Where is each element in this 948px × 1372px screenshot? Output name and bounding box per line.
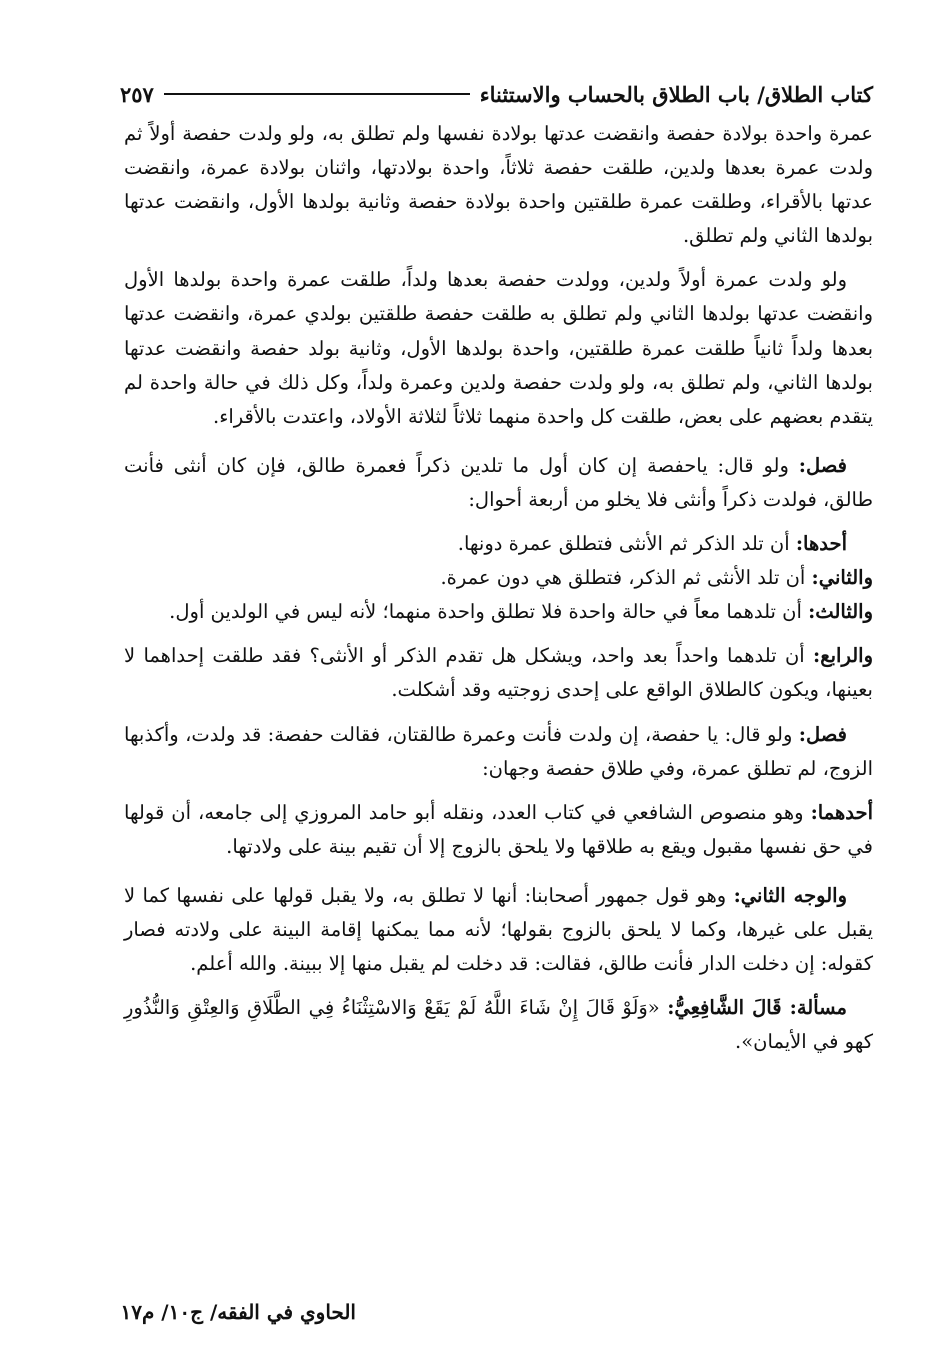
- header-rule: [164, 93, 470, 95]
- lead-term: والثاني:: [811, 566, 873, 590]
- paragraph-text: «وَلَوْ قَالَ إِنْ شَاءَ اللَّهُ لَمْ يَقَعْ وَالاسْتِثْنَاءُ فِي الطَّلَاقِ وَالعِتْقِ وَالنُّذُورِ كهو في الأيمان».: [124, 996, 873, 1054]
- paragraph: [124, 718, 873, 786]
- lead-term: والثالث:: [808, 600, 873, 624]
- paragraph-text: أن تلد الذكر ثم الأنثى فتطلق عمرة دونها.: [457, 532, 796, 556]
- paragraph-text: وهو منصوص الشافعي في كتاب العدد، ونقله أبو حامد المروزي إلى جامعه، أن قولها في حق نفسها مقبول ويقع به طلاقها ولا يلحق بالزوج إلا أن تقيم بينة على ولادتها.: [124, 800, 873, 858]
- lead-term: أحدهما:: [810, 800, 873, 824]
- paragraph-text: أن تلدهما واحداً بعد واحد، ويشكل هل تقدم الذكر أو الأنثى؟ فقد طلقت إحداهما لا بعينها، ويكون كالطلاق الواقع على إحدى زوجتيه وقد أشكلت.: [124, 644, 873, 702]
- footer-signature: الحاوي في الفقه/ ج١٠/ م١٧: [120, 1300, 356, 1324]
- running-header: [120, 76, 873, 112]
- lead-term: مسألة: قَالَ الشَّافِعِيُّ:: [667, 996, 847, 1020]
- paragraph: [124, 639, 873, 707]
- lead-term: فصل:: [798, 722, 847, 746]
- paragraph: [124, 796, 873, 864]
- paragraph-text: ولو قال: ياحفصة إن كان أول ما تلدين ذكراً فعمرة طالق، فإن كان أنثى فأنت طالق، فولدت ذكراً وأنثى فلا يخلو من أربعة أحوال:: [124, 453, 873, 511]
- lead-term: فصل:: [798, 453, 847, 477]
- paragraph-text: ولو قال: يا حفصة، إن ولدت فأنت وعمرة طالقتان، فقالت حفصة: قد ولدت، وأكذبها الزوج، لم تطلق عمرة، وفي طلاق حفصة وجهان:: [124, 722, 873, 780]
- paragraph: [124, 527, 873, 561]
- paragraph-text: ولو ولدت عمرة أولاً ولدين، وولدت حفصة بعدها ولداً، طلقت عمرة واحدة بولدها الأول وانقضت عدتها بولدها الثاني ولم تطلق به طلقت حفصة طلقتين بولدي عمرة، وانقضت عدتها بعدها ولداً ثانياً طلقت عمرة طلقتين، واحدة بولدها الأول، وثانية بولد حفصة وانقضت عدتها بولدها الثاني، ولم تطلق به، ولو ولدت حفصة ولدين وعمرة ولداً، وكل ذلك في حالة واحدة لم يتقدم بعضهم على بعض، طلقت كل واحدة منهما ثلاثاً لثلاثة الأولاد، واعتدت بالأقراء.: [124, 268, 873, 428]
- paragraph-text: وهو قول جمهور أصحابنا: أنها لا تطلق به، ولا يقبل قولها على نفسها كما لا يقبل على غيرها، وكما لا يلحق بالزوج بقولها؛ لأنه مما يمكنها إقامة البينة على ولادته فصار كقوله: إن دخلت الدار فأنت طالق، فقالت: قد دخلت لم يقبل منها إلا ببينة. والله أعلم.: [124, 883, 873, 976]
- lead-term: أحدها:: [795, 532, 847, 556]
- page-number: ٢٥٧: [120, 81, 154, 107]
- paragraph: [124, 879, 873, 981]
- paragraph: [124, 991, 873, 1059]
- paragraph: [124, 449, 873, 517]
- lead-term: والرابع:: [813, 644, 873, 668]
- chapter-title: كتاب الطلاق/ باب الطلاق بالحساب والاستثناء: [479, 81, 873, 107]
- paragraph: [124, 117, 873, 253]
- paragraph: [124, 561, 873, 595]
- lead-term: والوجه الثاني:: [733, 883, 847, 907]
- paragraph: [124, 263, 873, 433]
- paragraph-text: أن تلدهما معاً في حالة واحدة فلا تطلق واحدة منهما؛ لأنه ليس في الولدين أول.: [169, 600, 809, 624]
- paragraph-text: أن تلد الأنثى ثم الذكر، فتطلق هي دون عمرة.: [440, 566, 812, 590]
- page-body: [124, 117, 873, 1059]
- paragraph: [124, 595, 873, 629]
- paragraph-text: عمرة واحدة بولادة حفصة وانقضت عدتها بولادة نفسها ولم تطلق به، ولو ولدت حفصة أولاً ثم ولدت عمرة بعدها ولدين، طلقت حفصة ثلاثاً، واحدة بولادتها، واثنان بولادة عمرة، وانقضت عدتها بالأقراء، وطلقت عمرة طلقتين واحدة بولادة حفصة وثانية بولدها الأول، وانقضت عدتها بولدها الثاني ولم تطلق.: [124, 122, 873, 248]
